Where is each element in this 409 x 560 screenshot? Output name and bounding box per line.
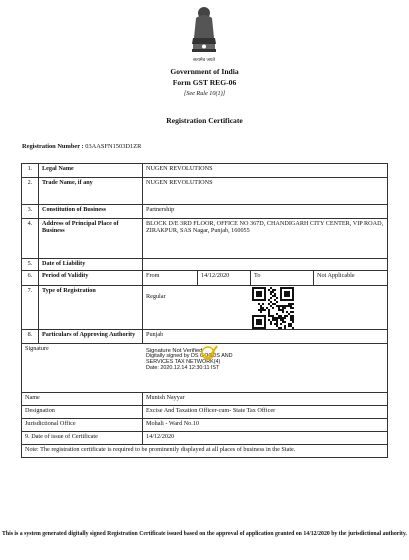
validity-to-label: To: [251, 271, 314, 285]
signature-row: [22, 344, 388, 393]
certificate-note: Note: The registration certificate is required to be prominently displayed at all places of business in the State.: [22, 445, 388, 458]
table-row: [22, 419, 388, 432]
detail-label: Name: [22, 393, 143, 406]
validity-from-value: 14/12/2020: [198, 271, 251, 285]
registration-number-value: 03AASFN1503D1ZR: [85, 143, 142, 150]
signature-signer: Digitally signed by DS GOODS AND: [146, 353, 233, 360]
row-number: 7.: [22, 286, 39, 330]
row-label: Trade Name, if any: [39, 178, 143, 205]
detail-value: Excise And Taxation Officer-cum- State Tax Officer: [143, 406, 388, 419]
row-label: Particulars of Approving Authority: [39, 330, 143, 344]
detail-label: Jurisdictional Office: [22, 419, 143, 432]
row-value: NUGEN REVOLUTIONS: [143, 178, 388, 205]
validity-to-value: Not Applicable: [317, 272, 355, 279]
signature-box: [22, 344, 387, 392]
certificate-table: [21, 163, 388, 458]
signature-status: Signature Not Verified: [146, 348, 203, 354]
certificate-title: Registration Certificate: [166, 116, 243, 125]
row-value: NUGEN REVOLUTIONS: [143, 164, 388, 178]
registration-number: [22, 143, 141, 150]
signature-signer-org: SERVICES TAX NETWORK(4): [146, 359, 221, 366]
row-number: 5.: [22, 259, 39, 271]
row-label: Period of Validity: [39, 271, 143, 286]
table-row: [22, 330, 388, 344]
detail-value: Munish Nayyar: [143, 393, 388, 406]
registration-type-cell: [143, 286, 388, 330]
row-number: 3.: [22, 205, 39, 219]
detail-label: 9. Date of issue of Certificate: [22, 432, 143, 445]
signature-check-icon: [200, 344, 222, 368]
row-value: Partnership: [143, 205, 388, 219]
footer-disclaimer: This is a system generated digitally signed Registration Certificate issued based on the approval of application granted on 14/12/2020 by the jurisdictional authority.: [2, 531, 407, 537]
table-row: [22, 259, 388, 271]
table-row: [22, 432, 388, 445]
table-row: [22, 406, 388, 419]
row-number: 6.: [22, 271, 39, 286]
row-number: 1.: [22, 164, 39, 178]
government-heading: Government of India: [170, 67, 239, 76]
table-row: [22, 205, 388, 219]
row-label: Date of Liability: [39, 259, 143, 271]
detail-value: 14/12/2020: [143, 432, 388, 445]
registration-number-label: Registration Number :: [22, 143, 84, 150]
table-row: [22, 164, 388, 178]
row-label: Type of Registration: [39, 286, 143, 330]
detail-value: Mohali - Ward No.10: [143, 419, 388, 432]
detail-label: Designation: [22, 406, 143, 419]
signature-date: Date: 2020.12.14 12:30:11 IST: [146, 365, 220, 372]
row-label: Constitution of Business: [39, 205, 143, 219]
signature-label: Signature: [25, 345, 49, 352]
validity-cell: [143, 271, 388, 286]
national-emblem-icon: [186, 4, 222, 64]
emblem-motto: सत्यमेव जयते: [192, 58, 216, 63]
row-value: Regular: [146, 293, 166, 300]
rule-reference: [See Rule 10(1)]: [183, 90, 226, 97]
row-number: 8.: [22, 330, 39, 344]
qr-code-icon: [252, 287, 294, 329]
form-heading: Form GST REG-06: [172, 78, 237, 87]
table-row: [22, 286, 388, 330]
row-value: [143, 259, 388, 271]
validity-from-label: From: [143, 271, 198, 285]
row-value: Punjab: [143, 330, 388, 344]
row-label: Legal Name: [39, 164, 143, 178]
table-row: [22, 271, 388, 286]
row-label: Address of Principal Place of Business: [39, 219, 143, 259]
row-number: 2.: [22, 178, 39, 205]
table-row: [22, 393, 388, 406]
note-row: [22, 445, 388, 458]
row-value: BLOCK D/E 3RD FLOOR, OFFICE NO 367D, CHANDIGARH CITY CENTER, VIP ROAD, ZIRAKPUR, SAS Nagar, Punjab, 160055: [143, 219, 388, 259]
row-number: 4.: [22, 219, 39, 259]
table-row: [22, 219, 388, 259]
table-row: [22, 178, 388, 205]
